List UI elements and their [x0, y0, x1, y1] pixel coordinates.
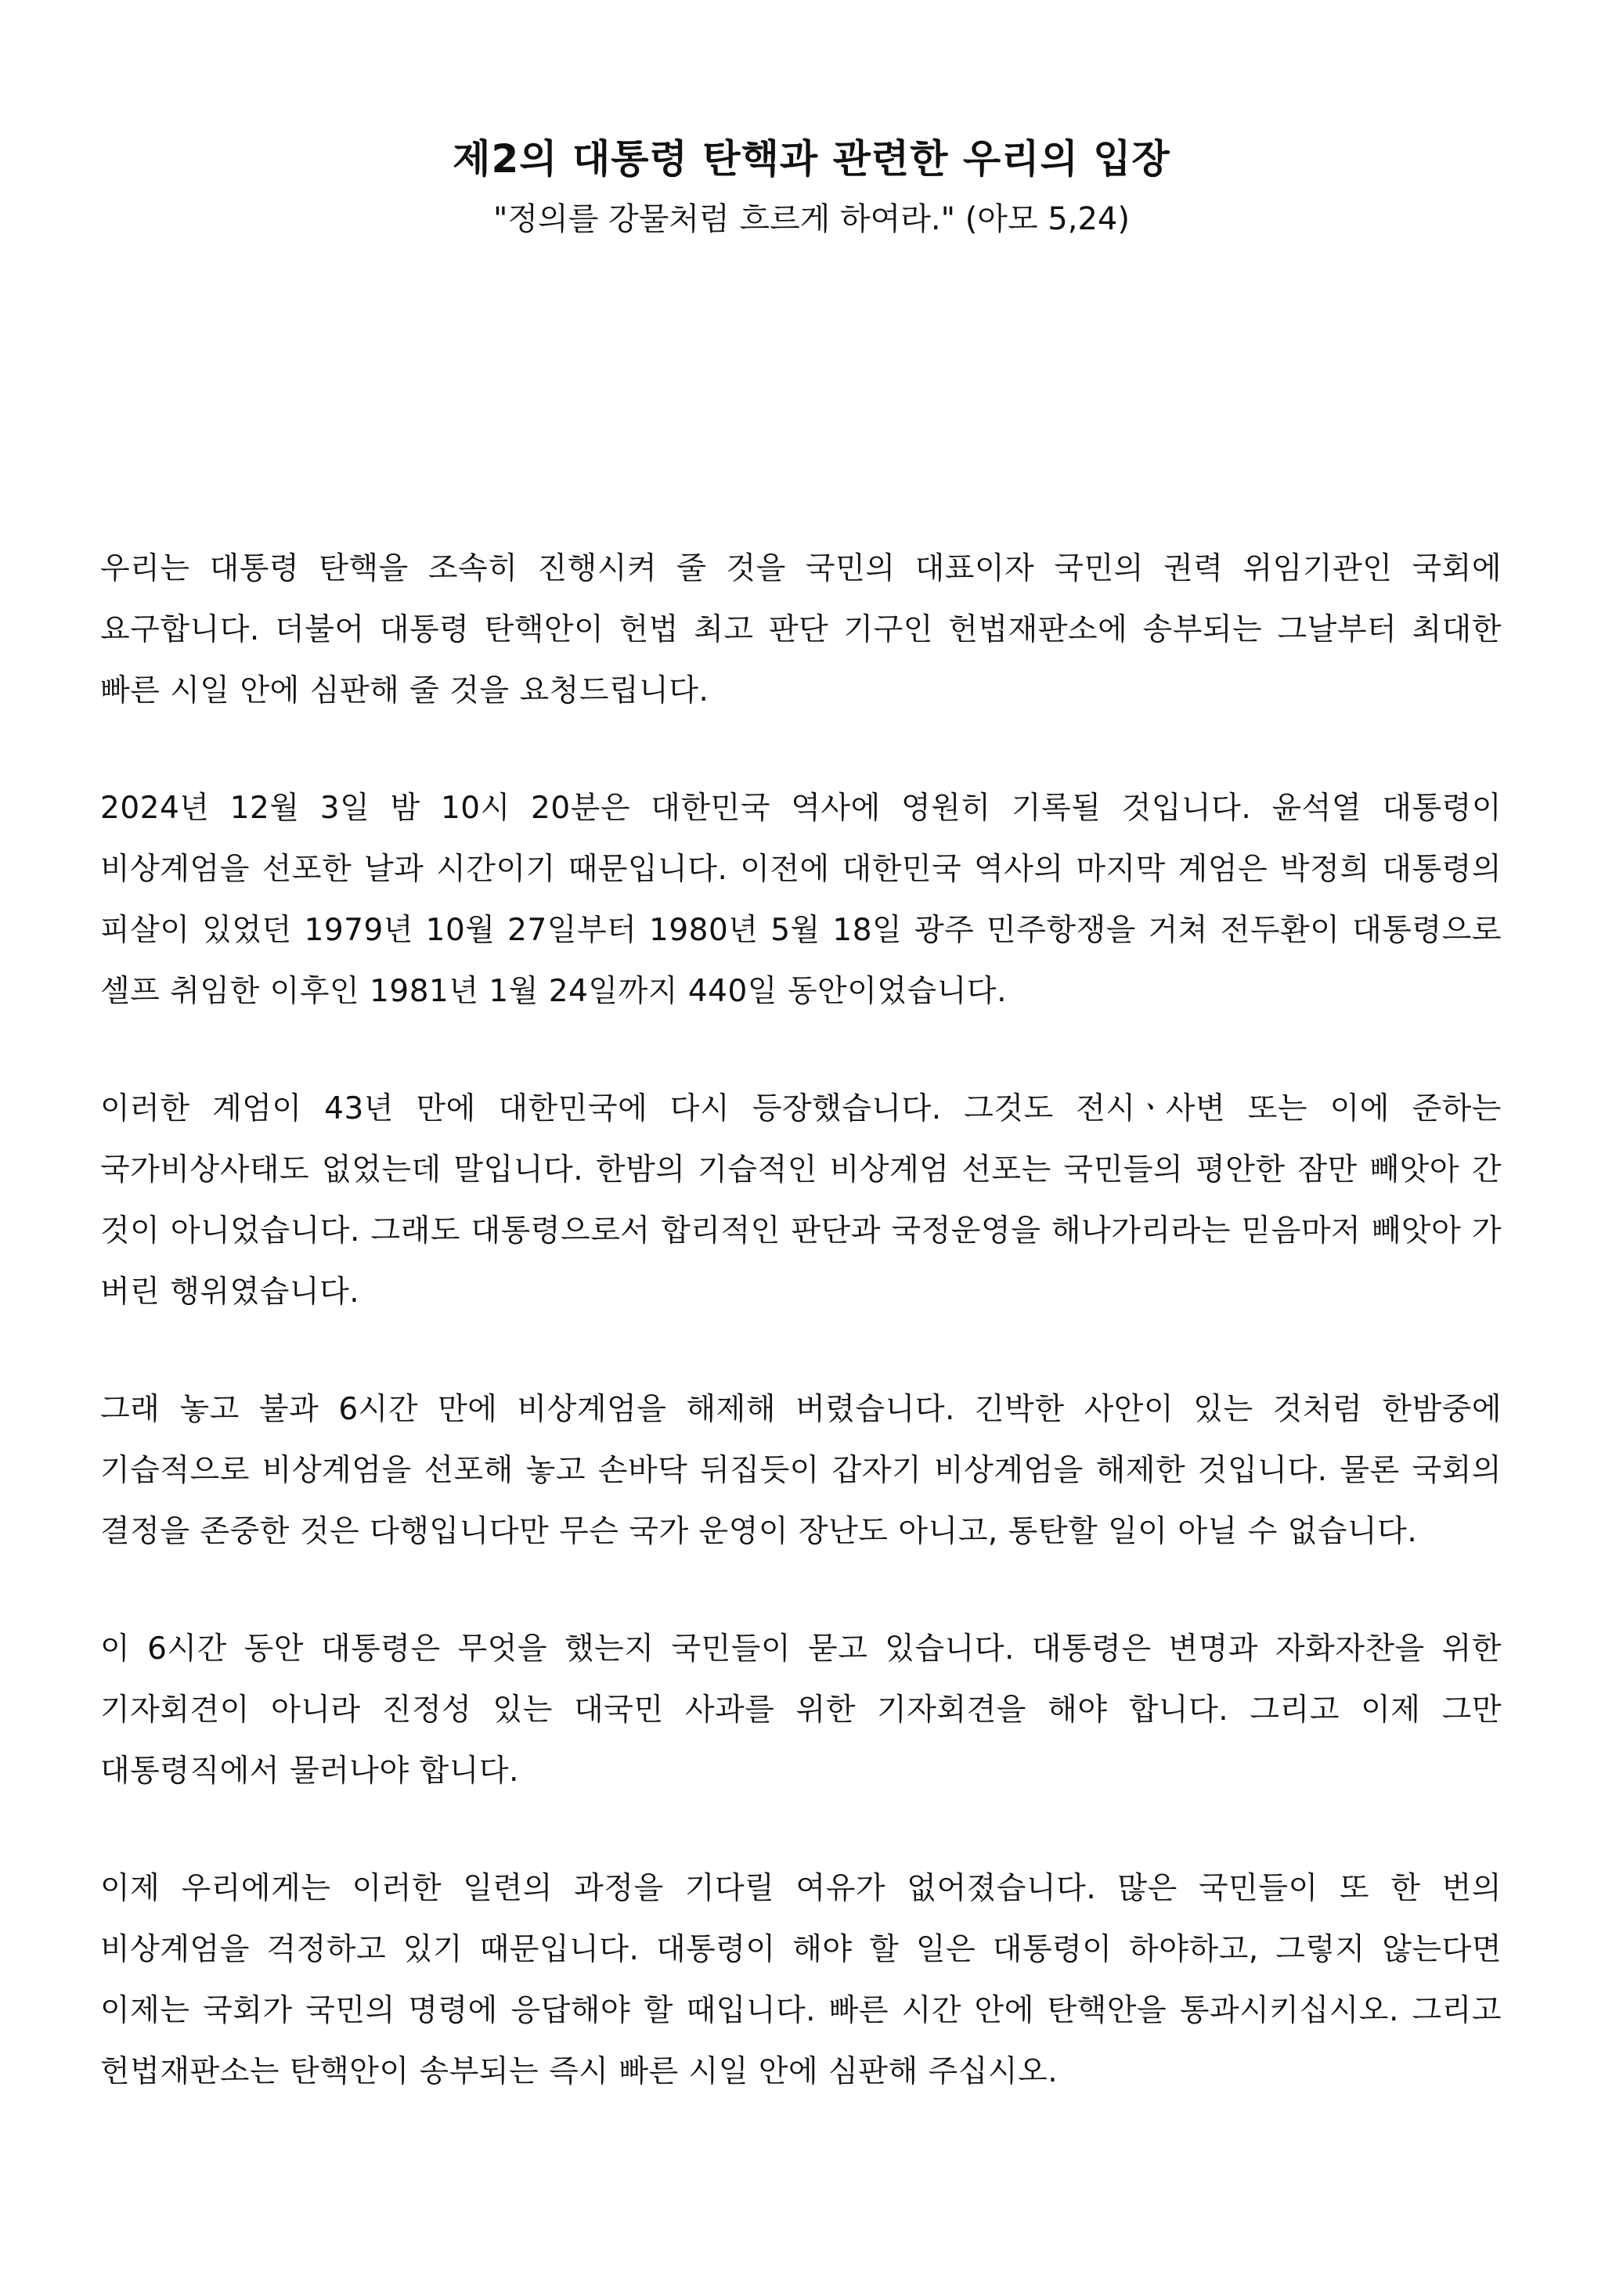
- body-paragraph-5: 이 6시간 동안 대통령은 무엇을 했는지 국민들이 묻고 있습니다. 대통령은 변명과 자화자찬을 위한 기자회견이 아니라 진정성 있는 대국민 사과를 위한 기자회견을 해야 합니다. 그리고 이제 그만 대통령직에서 물러나야 합니다.: [100, 1631, 1502, 1789]
- body-paragraph-2: 2024년 12월 3일 밤 10시 20분은 대한민국 역사에 영원히 기록될 것입니다. 윤석열 대통령이 비상계엄을 선포한 날과 시간이기 때문입니다. 이전에 대한민국 역사의 마지막 계엄은 박정희 대통령의 피살이 있었던 1979년 10월 27일부터 1980년 5월 18일 광주 민주항쟁을 거쳐 전두환이 대통령으로 셀프 취임한 이후인 1981년 1월 24일까지 440일 동안이었습니다.: [100, 791, 1502, 1009]
- document-body: [100, 539, 1502, 2159]
- body-paragraph-1: 우리는 대통령 탄핵을 조속히 진행시켜 줄 것을 국민의 대표이자 국민의 권력 위임기관인 국회에 요구합니다. 더불어 대통령 탄핵안이 헌법 최고 판단 기구인 헌법재판소에 송부되는 그날부터 최대한 빠른 시일 안에 심판해 줄 것을 요청드립니다.: [100, 551, 1502, 708]
- body-paragraph-4: 그래 놓고 불과 6시간 만에 비상계엄을 해제해 버렸습니다. 긴박한 사안이 있는 것처럼 한밤중에 기습적으로 비상계엄을 선포해 놓고 손바닥 뒤집듯이 갑자기 비상계엄을 해제한 것입니다. 물론 국회의 결정을 존중한 것은 다행입니다만 무슨 국가 운영이 장난도 아니고, 통탄할 일이 아닐 수 없습니다.: [100, 1392, 1502, 1549]
- document-subtitle: "정의를 강물처럼 흐르게 하여라." (아모 5,24): [493, 201, 1130, 237]
- body-paragraph-6: 이제 우리에게는 이러한 일련의 과정을 기다릴 여유가 없어졌습니다. 많은 국민들이 또 한 번의 비상계엄을 걱정하고 있기 때문입니다. 대통령이 해야 할 일은 대통령이 하야하고, 그렇지 않는다면 이제는 국회가 국민의 명령에 응답해야 할 때입니다. 빠른 시간 안에 탄핵안을 통과시키십시오. 그리고 헌법재판소는 탄핵안이 송부되는 즉시 빠른 시일 안에 심판해 주십시오.: [100, 1871, 1502, 2089]
- body-paragraph-3: 이러한 계엄이 43년 만에 대한민국에 다시 등장했습니다. 그것도 전시ㆍ사변 또는 이에 준하는 국가비상사태도 없었는데 말입니다. 한밤의 기습적인 비상계엄 선포는 국민들의 평안한 잠만 빼앗아 간 것이 아니었습니다. 그래도 대통령으로서 합리적인 판단과 국정운영을 해나가리라는 믿음마저 빼앗아 가 버린 행위였습니다.: [100, 1091, 1502, 1310]
- document-title: 제2의 대통령 탄핵과 관련한 우리의 입장: [453, 136, 1170, 182]
